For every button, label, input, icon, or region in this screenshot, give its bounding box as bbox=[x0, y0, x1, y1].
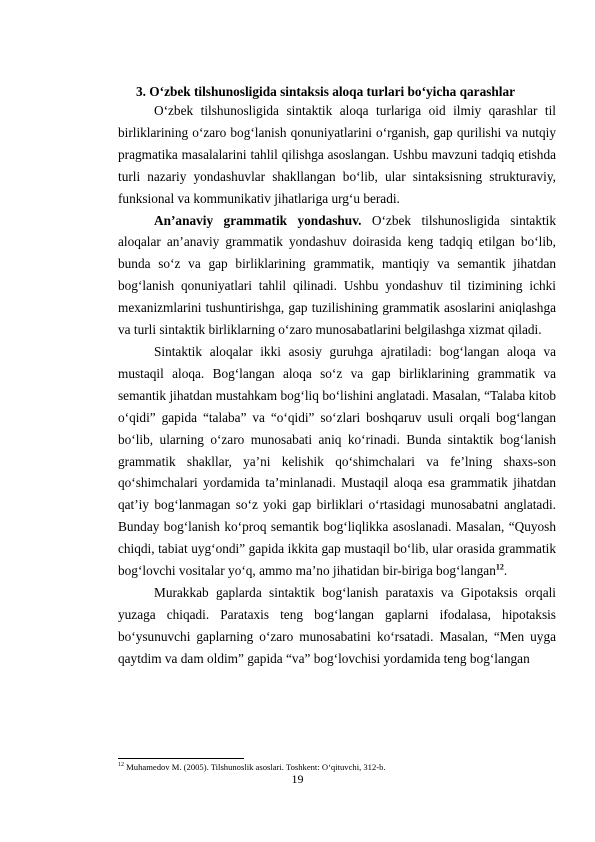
paragraph-1-text: O‘zbek tilshunosligida sintaktik aloqa turlariga oid ilmiy qarashlar til birliklarining o‘zaro bog‘lanish qonuniyatlarini o‘rganish, gap qurilishi va nutqiy pragmatika masalalarini tahlil qilishga asoslangan. Ushbu mavzuni tadqiq etishda turli nazariy yondashuvlar shakllangan bo‘lib, ular sintaksisning strukturaviy, funksional va kommunikativ jihatlariga urg‘u beradi. bbox=[118, 103, 556, 206]
section-heading: 3. O‘zbek tilshunosligida sintaksis aloqa turlari bo‘yicha qarashlar bbox=[136, 84, 516, 99]
paragraph-1 bbox=[118, 100, 556, 210]
paragraph-2-text: O‘zbek tilshunosligida sintaktik aloqalar an’anaviy grammatik yondashuv doirasida keng tadqiq etilgan bo‘lib, bunda so‘z va gap birliklarining grammatik, mantiqiy va semantik jihatdan bog‘lanish qonuniyatlari tahlil qilinadi. Ushbu yondashuv til tizimining ichki mexanizmlarini tushuntirishga, gap tuzilishining grammatik asoslarini aniqlashga va turli sintaktik birliklarning o‘zaro munosabatlarini belgilashga xizmat qiladi. bbox=[118, 212, 557, 338]
paragraph-4 bbox=[118, 582, 556, 670]
paragraph-4-text: Murakkab gaplarda sintaktik bog‘lanish parataxis va Gipotaksis orqali yuzaga chiqadi. Parataxis teng bog‘langan gaplarni ifodalasa, hipotaksis bo‘ysunuvchi gaplarning o‘zaro munosabatini ko‘rsatadi. Masalan, “Men uyga qaytdim va dam oldim” gapida “va” bog‘lovchisi yordamida teng bog‘langan bbox=[118, 584, 556, 666]
footnote-ref[interactable]: 12 bbox=[495, 562, 504, 572]
footnote-divider bbox=[118, 758, 244, 759]
paragraph-3-text: Sintaktik aloqalar ikki asosiy guruhga ajratiladi: bog‘langan aloqa va mustaqil aloqa. Bog‘langan aloqa so‘z va gap birliklarining grammatik va semantik jihatdan mustahkam bog‘liq bo‘lishini anglatadi. Masalan, “Talaba kitob o‘qidi” gapida “talaba” va “o‘qidi” so‘zlari boshqaruv usuli orqali bog‘langan bo‘lib, ularning o‘zaro munosabati aniq ko‘rinadi. Bunda sintaktik bog‘lanish grammatik shakllar, ya’ni kelishik qo‘shimchalari va fe’lning shaxs-son qo‘shimchalari yordamida ta’minlanadi. Mustaqil aloqa esa grammatik jihatdan qat’iy bog‘lanmagan so‘z yoki gap birliklari o‘rtasidagi munosabatni anglatadi. Bunday bog‘lanish ko‘proq semantik bog‘liqlikka asoslanadi. Masalan, “Quyosh chiqdi, tabiat uyg‘ondi” gapida ikkita gap mustaqil bo‘lib, ular orasida grammatik bog‘lovchi vositalar yo‘q, ammo ma’no jihatidan bir-biriga bog‘langan bbox=[118, 343, 556, 579]
paragraph-2 bbox=[118, 210, 556, 341]
page-number: 19 bbox=[291, 772, 304, 786]
body-text bbox=[118, 100, 556, 670]
footnote-text: Muhamedov M. (2005). Tilshunoslik asoslari. Toshkent: O‘qituvchi, 312-b. bbox=[124, 762, 386, 772]
paragraph-3 bbox=[118, 341, 556, 582]
paragraph-2-lead: An’anaviy grammatik yondashuv. bbox=[154, 212, 362, 228]
footnote-number: 12 bbox=[118, 762, 124, 769]
paragraph-3-end: . bbox=[503, 563, 508, 579]
